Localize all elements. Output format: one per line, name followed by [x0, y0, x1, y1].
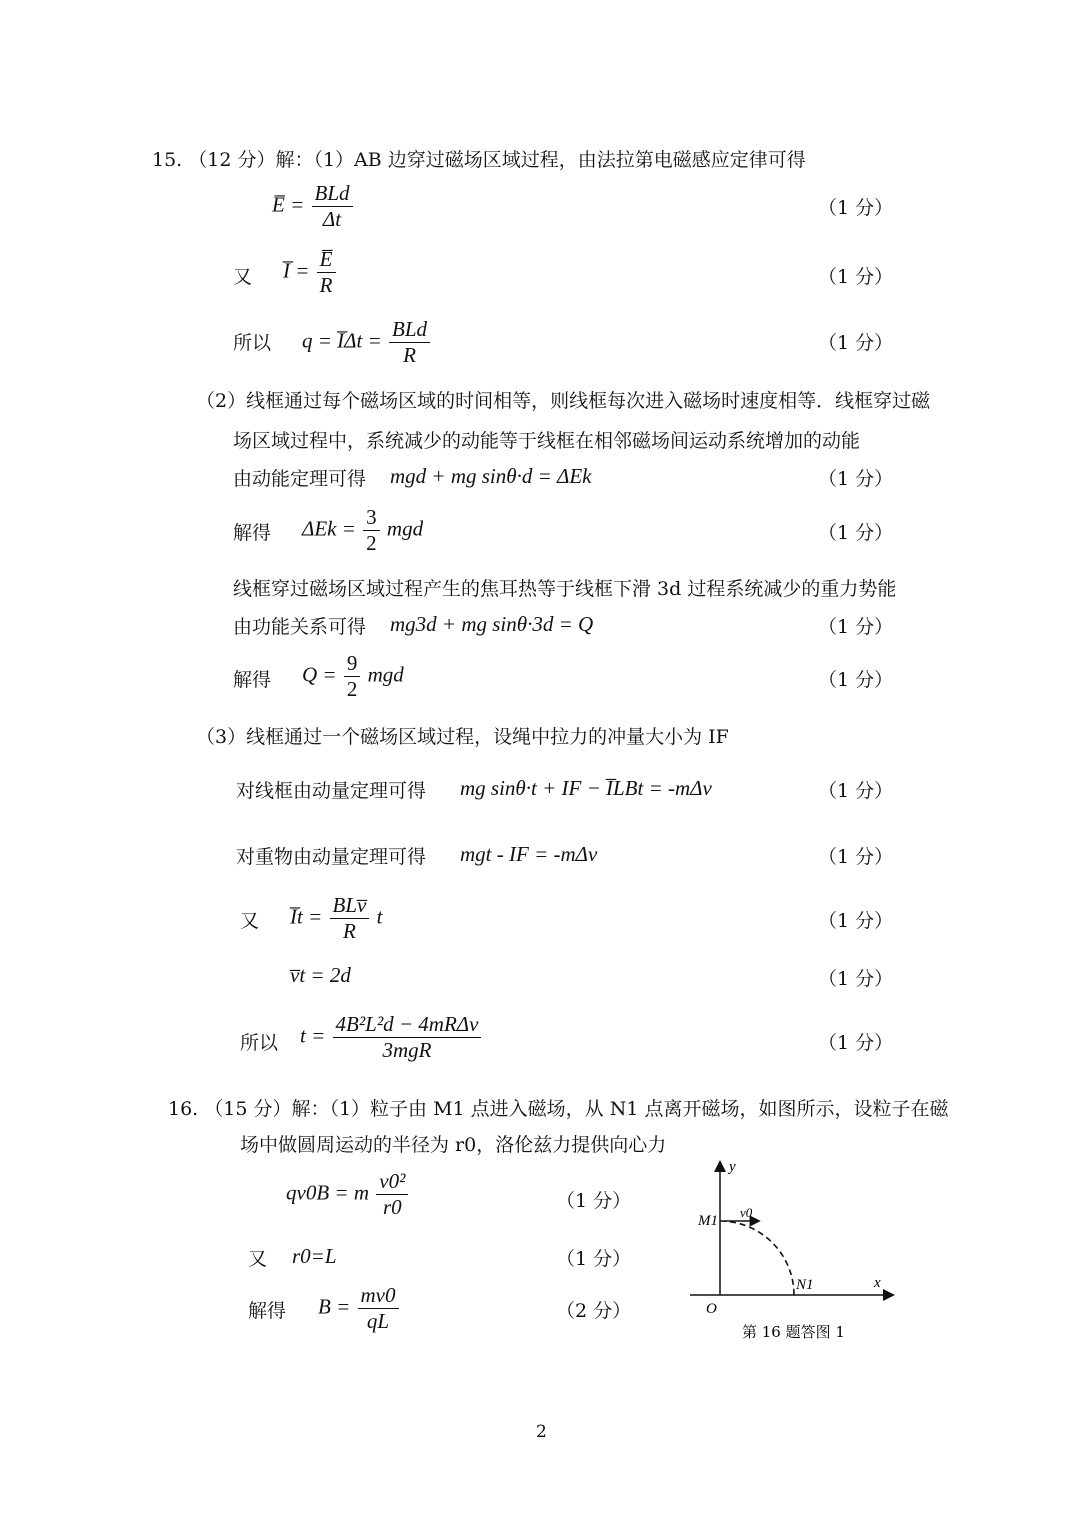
q15-eq2: I̅ = $\frac{E̅}{R}$ [283, 248, 338, 297]
q15-p2-line2: 场区域过程中，系统减少的动能等于线框在相邻磁场间运动系统增加的动能 [233, 430, 861, 452]
score: （1 分） [818, 780, 894, 802]
q15-p2-line3: 线框穿过磁场区域过程产生的焦耳热等于线框下滑 3d 过程系统减少的重力势能 [233, 578, 897, 600]
trajectory-arc [720, 1221, 794, 1295]
q15-eq5: ΔEk = $\frac{3}{2}$ mgd [302, 505, 424, 556]
fraction: $\frac{\text{BLd}}{R}$ [389, 318, 430, 367]
q16-header-line2: 场中做圆周运动的半径为 r0，洛伦兹力提供向心力 [240, 1134, 667, 1156]
fraction: $\frac{\text{BLd}}{\Delta t}$ [312, 182, 353, 231]
q15-eq9: mgt - IF = -mΔv [460, 842, 598, 866]
v0-label: v0 [740, 1205, 753, 1220]
q16-figure [680, 1155, 910, 1355]
q15-eq4-prefix: 由动能定理可得 [233, 468, 367, 490]
score: （1 分） [818, 846, 894, 868]
q15-eq12: t = $\frac{\text{4B²L²d − 4mRΔv}}{\text{3mgR}}$ [300, 1013, 483, 1062]
origin-label: O [706, 1301, 717, 1317]
q16-eq3-prefix: 解得 [248, 1300, 287, 1322]
q16-eq2-prefix: 又 [248, 1248, 268, 1270]
score: （1 分） [818, 266, 894, 288]
q15-eq4: mgd + mg sinθ·d = ΔEk [390, 464, 592, 488]
q16-eq3: B = $\frac{mv0}{qL}$ [318, 1284, 401, 1333]
q15-eq11: v̅t = 2d [290, 963, 351, 987]
q15-eq12-prefix: 所以 [240, 1032, 279, 1054]
fraction: $\frac{mv0}{qL}$ [358, 1284, 399, 1333]
fraction: $\frac{\text{v0²}}{r0}$ [376, 1170, 408, 1219]
page-number: 2 [536, 1422, 547, 1442]
q15-eq8-prefix: 对线框由动量定理可得 [236, 780, 427, 802]
score: （1 分） [818, 968, 894, 990]
q16-header-line1: 16. （15 分）解：（1）粒子由 M1 点进入磁场，从 N1 点离开磁场，如图所示，设粒子在磁 [168, 1098, 949, 1120]
q16-eq2: r0=L [292, 1244, 337, 1268]
fraction: $\frac{3}{2}$ [363, 506, 380, 555]
score: （1 分） [818, 616, 894, 638]
q15-eq6: mg3d + mg sinθ·3d = Q [390, 612, 594, 636]
score: （2 分） [556, 1300, 632, 1322]
score: （1 分） [818, 522, 894, 544]
score: （1 分） [556, 1248, 632, 1270]
score: （1 分） [818, 910, 894, 932]
q16-eq1: qv0B = m $\frac{\text{v0²}}{r0}$ [286, 1170, 410, 1219]
q15-eq6-prefix: 由功能关系可得 [233, 616, 367, 638]
fraction: $\frac{9}{2}$ [344, 652, 361, 701]
q15-p3-line1: （3）线框通过一个磁场区域过程，设绳中拉力的冲量大小为 IF [196, 726, 729, 748]
score: （1 分） [818, 332, 894, 354]
q15-eq10: I̅t = $\frac{\text{BLv̅}}{R}$ t [290, 893, 383, 944]
fraction: $\frac{\text{4B²L²d − 4mRΔv}}{\text{3mgR}}$ [333, 1013, 482, 1062]
score: （1 分） [818, 669, 894, 691]
q15-eq3-prefix: 所以 [233, 332, 272, 354]
eq-lhs: E̅ = [272, 192, 305, 217]
x-axis-label: x [874, 1275, 881, 1291]
q15-eq7-prefix: 解得 [233, 669, 272, 691]
fraction: $\frac{\text{BLv̅}}{R}$ [330, 894, 370, 943]
q15-header: 15. （12 分）解：（1）AB 边穿过磁场区域过程，由法拉第电磁感应定律可得 [152, 149, 806, 171]
q15-eq3: q = I̅Δt = $\frac{\text{BLd}}{R}$ [302, 318, 432, 367]
score: （1 分） [818, 468, 894, 490]
q15-eq10-prefix: 又 [240, 910, 260, 932]
y-axis-label: y [729, 1159, 736, 1175]
fraction: $\frac{E̅}{R}$ [317, 248, 336, 297]
m1-label: M1 [698, 1213, 718, 1229]
q15-eq8: mg sinθ·t + IF − I̅LBt = -mΔv [460, 776, 712, 800]
q15-p2-line1: （2）线框通过每个磁场区域的时间相等，则线框每次进入磁场时速度相等．线框穿过磁 [196, 390, 931, 412]
q15-eq2-prefix: 又 [233, 266, 253, 288]
q15-eq5-prefix: 解得 [233, 522, 272, 544]
score: （1 分） [818, 1032, 894, 1054]
figure-caption: 第 16 题答图 1 [742, 1323, 845, 1341]
score: （1 分） [556, 1190, 632, 1212]
q15-eq7: Q = $\frac{9}{2}$ mgd [302, 651, 404, 702]
q15-eq9-prefix: 对重物由动量定理可得 [236, 846, 427, 868]
score: （1 分） [818, 197, 894, 219]
n1-label: N1 [796, 1277, 814, 1293]
q15-eq1 [272, 182, 355, 231]
